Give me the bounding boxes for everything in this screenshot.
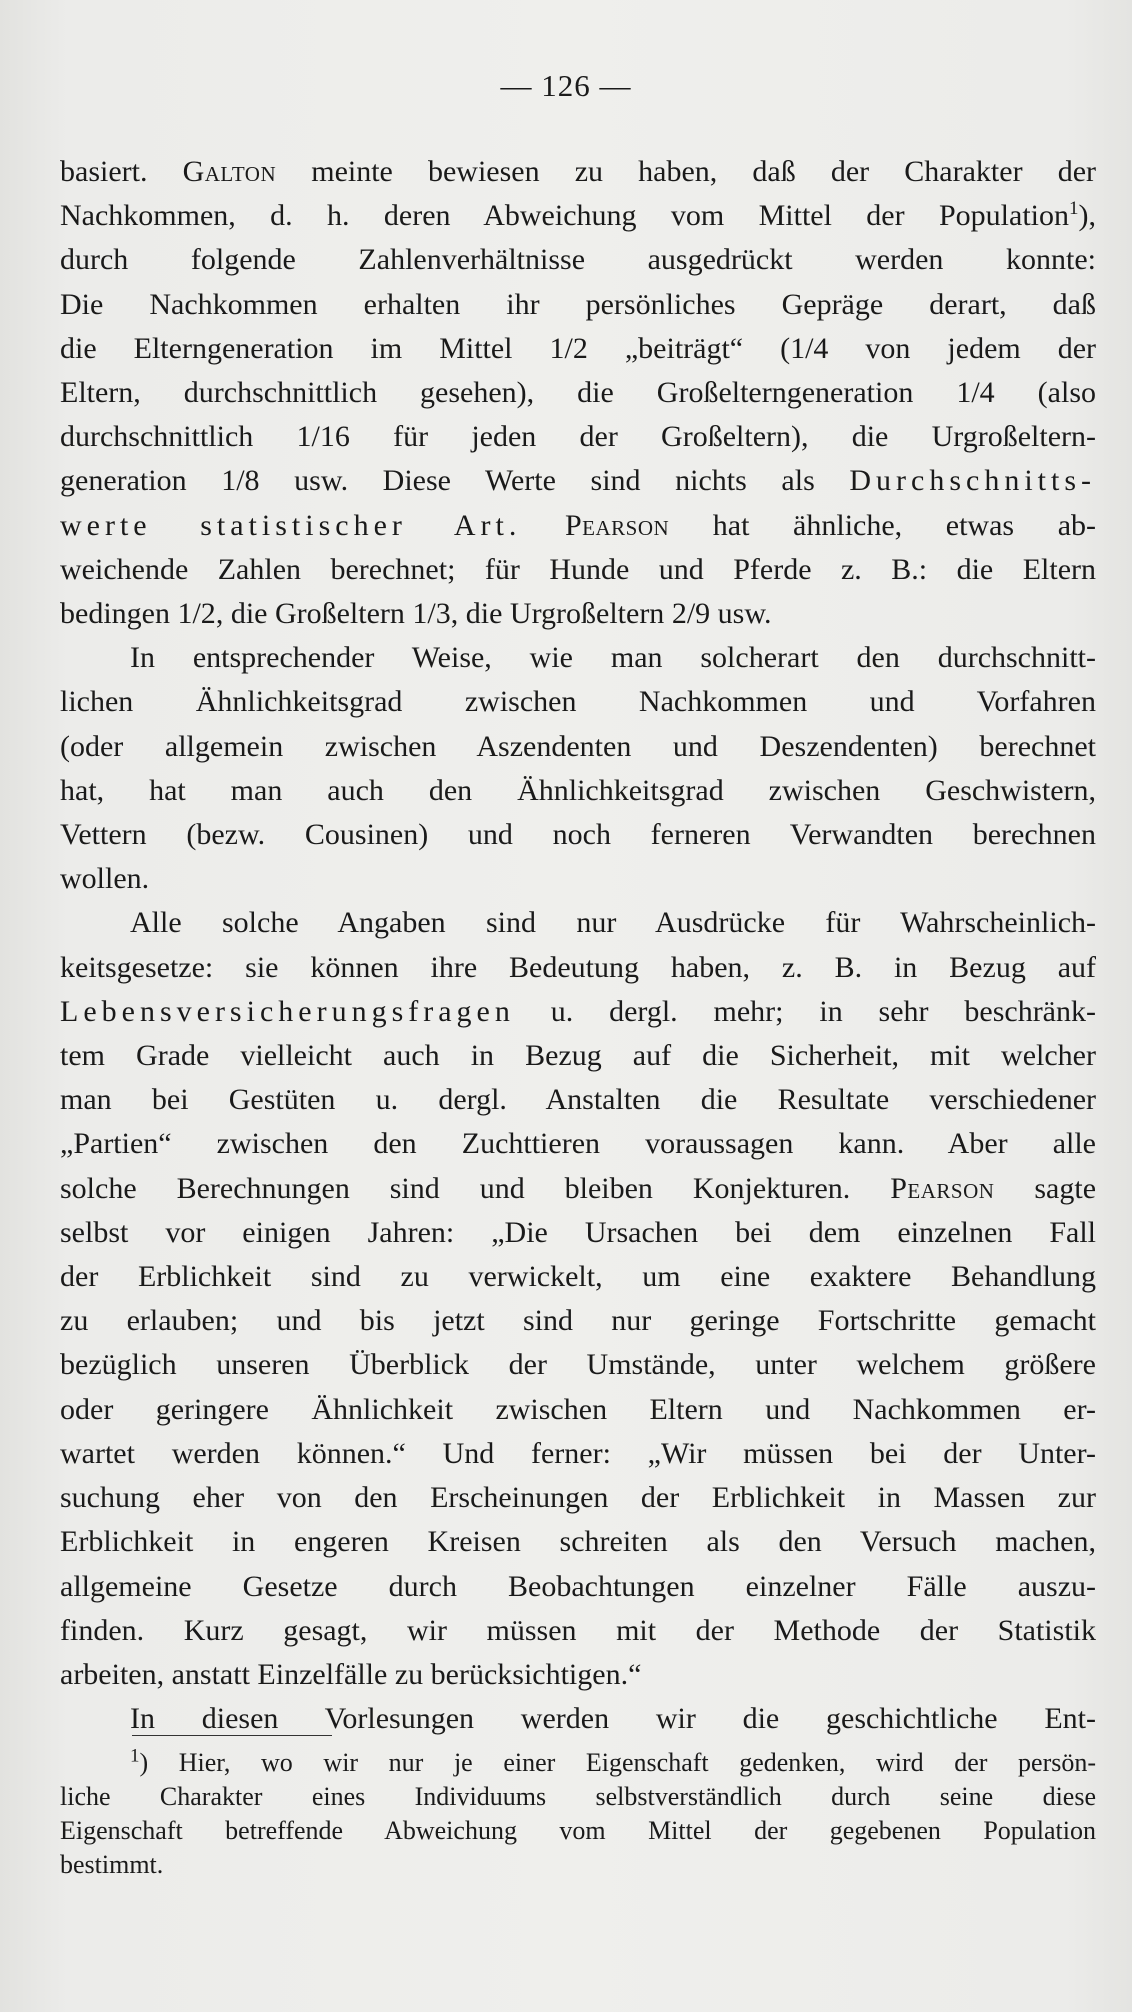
text-line: Eltern, durchschnittlich gesehen), die Großelterngeneration 1/4 (also	[60, 376, 1096, 410]
fraction: 1/2	[549, 331, 588, 365]
text-line: der Erblichkeit sind zu verwickelt, um eine exaktere Behandlung	[60, 1260, 1096, 1294]
fraction: 1/2	[177, 597, 216, 631]
text-line: Alle solche Angaben sind nur Ausdrücke für Wahrscheinlich-	[130, 906, 1096, 940]
text-line: werte statistischer Art. Pearson hat ähnliche, etwas ab-	[60, 508, 1096, 542]
page-number: — 126 —	[500, 68, 632, 103]
text-line: bedingen 1/2, die Großeltern 1/3, die Urgroßeltern 2/9 usw.	[60, 597, 772, 631]
text-line: wollen.	[60, 862, 150, 896]
text-line: In entsprechender Weise, wie man solcherart den durchschnitt-	[130, 641, 1096, 675]
text-line: finden. Kurz gesagt, wir müssen mit der Methode der Statistik	[60, 1613, 1096, 1647]
spaced-emphasis: Lebensversicherungsfragen	[60, 994, 515, 1028]
footnote-marker: 1	[130, 1745, 140, 1767]
text-line: durch folgende Zahlenverhältnisse ausgedrückt werden konnte:	[60, 243, 1096, 277]
text-line: oder geringere Ähnlichkeit zwischen Eltern und Nachkommen er-	[60, 1392, 1096, 1426]
text-line: basiert. Galton meinte bewiesen zu haben, daß der Charakter der	[60, 155, 1096, 188]
footnote-divider	[132, 1735, 332, 1736]
author-name-pearson: Pearson	[890, 1171, 995, 1205]
fraction: 1/3	[412, 597, 451, 631]
fraction: 1/4	[790, 331, 829, 365]
text-line: Erblichkeit in engeren Kreisen schreiten als den Versuch machen,	[60, 1525, 1096, 1559]
text-line: „Partien“ zwischen den Zuchttieren voraussagen kann. Aber alle	[60, 1127, 1096, 1161]
footnote	[60, 1746, 1096, 1882]
text-line: (oder allgemein zwischen Aszendenten und Deszendenten) berechnet	[60, 729, 1096, 763]
spaced-emphasis: werte statistischer Art.	[60, 508, 522, 542]
text-line: selbst vor einigen Jahren: „Die Ursachen bei dem einzelnen Fall	[60, 1215, 1096, 1249]
main-text	[60, 150, 1096, 1741]
text-line: Die Nachkommen erhalten ihr persönliches Gepräge derart, daß	[60, 287, 1096, 321]
paragraph-2	[60, 636, 1096, 901]
text-line: tem Grade vielleicht auch in Bezug auf die Sicherheit, mit welcher	[60, 1039, 1096, 1073]
fraction: 1/8	[221, 464, 260, 498]
text-line: solche Berechnungen sind und bleiben Konjekturen. Pearson sagte	[60, 1171, 1097, 1205]
text-line: wartet werden können.“ Und ferner: „Wir müssen bei der Unter-	[60, 1436, 1096, 1470]
paragraph-1	[60, 150, 1096, 636]
fraction: 1/16	[296, 420, 350, 454]
text-line: hat, hat man auch den Ähnlichkeitsgrad zwischen Geschwistern,	[60, 773, 1096, 807]
text-line: Nachkommen, d. h. deren Abweichung vom Mittel der Population$^1$),	[60, 198, 1096, 233]
author-name-pearson: Pearson	[564, 508, 670, 542]
fraction: 1/4	[956, 376, 995, 410]
text-line: suchung eher von den Erscheinungen der Erblichkeit in Massen zur	[60, 1481, 1096, 1515]
text-line: arbeiten, anstatt Einzelfälle zu berücksichtigen.“	[60, 1657, 642, 1691]
author-name-galton: Galton	[182, 155, 277, 188]
text-line: keitsgesetze: sie können ihre Bedeutung haben, z. B. in Bezug auf	[60, 950, 1096, 984]
spaced-emphasis: Durchschnitts-	[849, 464, 1096, 498]
fraction: 2/9	[671, 597, 711, 631]
text-line: lichen Ähnlichkeitsgrad zwischen Nachkommen und Vorfahren	[60, 685, 1096, 719]
paragraph-3	[60, 901, 1096, 1697]
text-line: die Elterngeneration im Mittel 1/2 „beiträgt“ (1/4 von jedem der	[60, 331, 1097, 365]
footnote-line: $^1$) Hier, wo wir nur je einer Eigenschaft gedenken, wird der persön-	[130, 1745, 1096, 1777]
text-line: zu erlauben; und bis jetzt sind nur geringe Fortschritte gemacht	[60, 1304, 1096, 1338]
text-line: In diesen Vorlesungen werden wir die geschichtliche Ent-	[130, 1702, 1096, 1736]
footnote-line: bestimmt.	[60, 1850, 164, 1879]
text-line: Vettern (bezw. Cousinen) und noch ferneren Verwandten berechnen	[60, 818, 1096, 852]
text-line: weichende Zahlen berechnet; für Hunde und Pferde z. B.: die Eltern	[60, 552, 1096, 586]
footnote-line: liche Charakter eines Individuums selbstverständlich durch seine diese	[60, 1782, 1096, 1811]
footnote-line: Eigenschaft betreffende Abweichung vom Mittel der gegebenen Population	[60, 1816, 1096, 1845]
text-line: Lebensversicherungsfragen u. dergl. mehr; in sehr beschränk-	[60, 994, 1096, 1028]
text-line: durchschnittlich 1/16 für jeden der Großeltern), die Urgroßeltern-	[60, 420, 1096, 454]
text-line: allgemeine Gesetze durch Beobachtungen einzelner Fälle auszu-	[60, 1569, 1096, 1603]
text-line: man bei Gestüten u. dergl. Anstalten die Resultate verschiedener	[60, 1083, 1096, 1117]
footnote-reference: 1	[1069, 198, 1079, 220]
text-line: generation 1/8 usw. Diese Werte sind nichts als Durchschnitts-	[60, 464, 1096, 498]
text-line: bezüglich unseren Überblick der Umstände, unter welchem größere	[60, 1348, 1096, 1382]
